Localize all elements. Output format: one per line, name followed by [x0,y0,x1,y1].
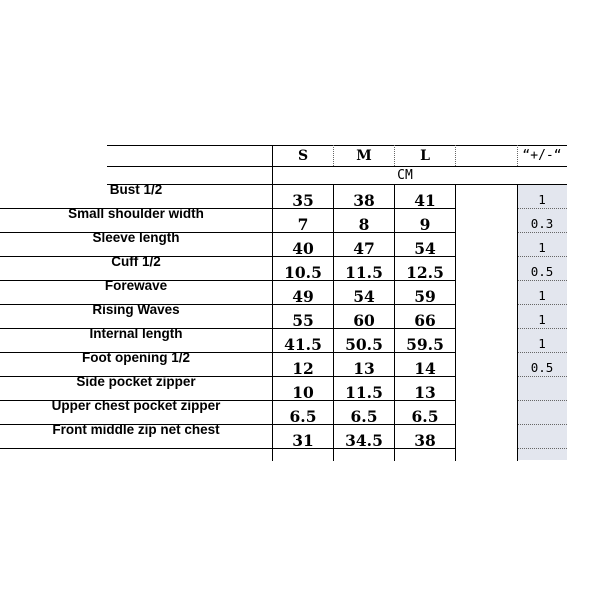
value-s: 40 [292,239,314,258]
row-rule-tolerance [517,280,567,281]
col-rule-s [272,145,273,461]
row-rule [0,280,455,281]
value-tolerance: 1 [538,240,546,255]
unit-label: CM [397,168,413,183]
value-m: 60 [353,311,375,330]
value-l: 6.5 [411,407,439,426]
value-l: 14 [414,359,436,378]
row-rule-tolerance [517,424,567,425]
col-rule-blank-head [455,145,456,166]
rule-header [107,166,567,167]
value-tolerance: 0.3 [530,216,554,231]
row-rule [0,304,455,305]
value-s: 55 [292,311,314,330]
value-m: 38 [353,191,375,210]
col-rule-l [394,184,395,461]
value-s: 6.5 [289,407,317,426]
value-m: 8 [358,215,370,234]
value-l: 41 [414,191,436,210]
row-rule-tolerance [517,328,567,329]
value-s: 7 [297,215,309,234]
row-rule-tolerance [517,304,567,305]
row-label: Rising Waves [92,302,180,317]
value-l: 12.5 [406,263,444,282]
value-tolerance: 1 [538,312,546,327]
row-label: Front middle zip net chest [52,422,220,437]
value-m: 34.5 [345,431,383,450]
value-l: 66 [414,311,436,330]
value-m: 11.5 [345,383,383,402]
value-m: 50.5 [345,335,383,354]
value-l: 59 [414,287,436,306]
row-label: Bust 1/2 [109,182,163,197]
row-rule-tolerance [517,232,567,233]
value-l: 9 [419,215,431,234]
tolerance-header: “+/-“ [522,148,562,163]
col-rule-blank [455,184,456,461]
col-rule-tol-head [517,145,518,166]
value-tolerance: 1 [538,288,546,303]
row-label: Cuff 1/2 [111,254,161,269]
row-rule [0,352,455,353]
value-tolerance: 1 [538,336,546,351]
row-label: Foot opening 1/2 [82,350,190,365]
value-tolerance: 1 [538,192,546,207]
value-l: 38 [414,431,436,450]
row-label: Internal length [89,326,183,341]
value-m: 13 [353,359,375,378]
value-s: 41.5 [284,335,322,354]
row-rule-tolerance [517,448,567,449]
size-header-m: M [356,148,372,164]
row-rule [0,256,455,257]
row-label: Side pocket zipper [76,374,196,389]
row-rule-tolerance [517,208,567,209]
value-l: 13 [414,383,436,402]
row-rule [0,400,455,401]
value-s: 31 [292,431,314,450]
value-tolerance: 0.5 [530,360,554,375]
value-m: 47 [353,239,375,258]
value-s: 35 [292,191,314,210]
row-rule-tolerance [517,352,567,353]
rule-top [107,145,567,146]
value-l: 54 [414,239,436,258]
col-rule-m [333,184,334,461]
size-header-l: L [420,148,430,164]
row-rule-tolerance [517,400,567,401]
col-rule-tol [517,184,518,461]
row-label: Sleeve length [92,230,180,245]
value-m: 6.5 [350,407,378,426]
value-m: 11.5 [345,263,383,282]
row-rule [0,328,455,329]
value-s: 12 [292,359,314,378]
row-rule [0,208,455,209]
row-rule [0,424,455,425]
value-tolerance: 0.5 [530,264,554,279]
value-s: 10 [292,383,314,402]
value-l: 59.5 [406,335,444,354]
value-s: 49 [292,287,314,306]
row-rule [0,232,455,233]
size-header-s: S [297,148,309,164]
value-m: 54 [353,287,375,306]
col-rule-l-head [394,145,395,166]
row-label: Upper chest pocket zipper [51,398,221,413]
row-label: Forewave [104,278,168,293]
row-rule [0,448,455,449]
col-rule-m-head [333,145,334,166]
row-label: Small shoulder width [68,206,204,221]
row-rule [0,376,455,377]
row-rule-tolerance [517,376,567,377]
row-rule-tolerance [517,256,567,257]
rule-unit [107,184,567,185]
value-s: 10.5 [284,263,322,282]
